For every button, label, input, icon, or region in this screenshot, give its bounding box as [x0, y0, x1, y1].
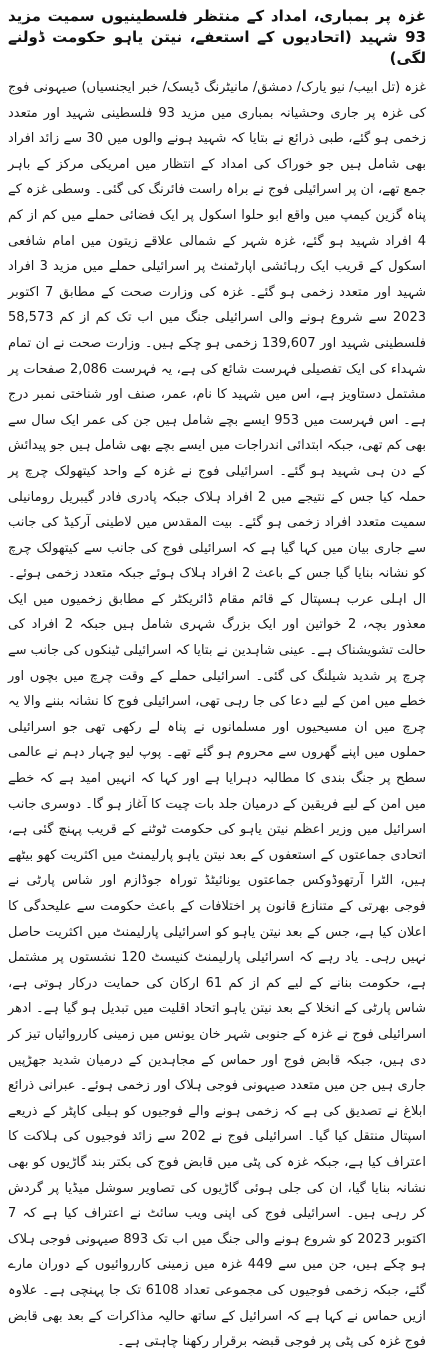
article-body: غزہ (تل ابیب/ نیو یارک/ دمشق/ مانیٹرنگ ڈیسک/ خبر ایجنسیاں) صیہونی فوج کی غزہ پر جاری وحشیانہ بمباری میں مزید 93 فلسطینی شہید اور متعدد زخمی ہو گئے، طبی ذرائع نے بتایا کہ شہید ہونے والوں میں 30 سے زائد افراد بھی شامل ہیں جو خوراک کی امداد کے انتظار میں امریکی مرکز کے باہر جمع تھے، ان پر اسرائیلی فوج نے براہ راست فائرنگ کی گئی۔ وسطی غزہ کے پناہ گزین کیمپ میں واقع ابو حلوا اسکول پر ایک فضائی حملے میں کم از کم 4 افراد شہید ہو گئے، غزہ شہر کے شمالی علاقے زیتون میں امام شافعی اسکول کے قریب ایک رہائشی اپارٹمنٹ پر اسرائیلی حملے میں مزید 3 افراد شہید اور متعدد زخمی ہو گئے۔ غزہ کی وزارت صحت کے مطابق 7 اکتوبر 2023 سے شروع ہونے والی اسرائیلی جنگ میں اب تک کم از کم 58,573 فلسطینی شہید اور 139,607 زخمی ہو چکے ہیں۔ وزارت صحت نے ان تمام شہداء کی ایک تفصیلی فہرست شائع کی ہے، یہ فہرست 2,086 صفحات پر مشتمل دستاویز ہے، اس میں شہید کا نام، عمر، صنف اور شناختی نمبر درج ہے۔ اس فہرست میں 953 ایسے بچے شامل ہیں جن کی عمر ایک سال سے بھی کم تھی، جبکہ ابتدائی اندراجات میں ایسے بچے بھی شامل ہیں جو پیدائش کے دن ہی شہید ہو گئے۔ اسرائیلی فوج نے غزہ کے واحد کیتھولک چرچ پر حملہ کیا جس کے نتیجے میں 2 افراد ہلاک جبکہ پادری فادر گیبریل رومانیلی سمیت متعدد افراد زخمی ہو گئے۔ بیت المقدس میں لاطینی آرکیڈ کی جانب سے جاری بیان میں کہا گیا ہے کہ اسرائیلی فوج کی جانب سے کیتھولک چرچ کو نشانہ بنایا گیا جس کے باعث 2 افراد ہلاک ہوئے جبکہ متعدد زخمی ہوئے۔ ال اہلی عرب ہسپتال کے قائم مقام ڈائریکٹر کے مطابق زخمیوں میں ایک معذور بچہ، 2 خواتین اور ایک بزرگ شہری شامل ہیں جبکہ 2 افراد کی حالت تشویشناک ہے۔ عینی شاہدین نے بتایا کہ اسرائیلی ٹینکوں کی جانب سے چرچ پر شدید شیلنگ کی گئی۔ اسرائیلی حملے کے وقت چرچ میں بچوں اور خطے میں امن کے لیے دعا کی جا رہی تھی، اسرائیلی فوج کا نشانہ بننے والا یہ چرچ میں ان مسیحیوں اور مسلمانوں نے پناہ لے رکھی تھی جو اسرائیلی حملوں میں اپنے گھروں سے محروم ہو گئے تھے۔ پوپ لیو چہار دہم نے عالمی سطح پر جنگ بندی کا مطالبہ دہرایا ہے اور کہا کہ انہیں امید ہے کہ خطے میں امن کے لیے فریقین کے درمیان جلد بات چیت کا آغاز ہو گا۔ دوسری جانب اسرائیل میں وزیر اعظم نیتن یاہو کی حکومت ٹوٹنے کے قریب پہنچ گئی ہے، اتحادی جماعتوں کے استعفوں کے بعد نیتن یاہو پارلیمنٹ میں اکثریت کھو بیٹھے ہیں، الٹرا آرتھوڈوکس جماعتوں یونائیٹڈ توراہ جوڈازم اور شاس پارٹی نے فوجی بھرتی کے متنازع قانون پر اختلافات کے باعث حکومت سے علیحدگی کا اعلان کیا ہے، جس کے بعد نیتن یاہو کو اسرائیلی پارلیمنٹ میں اکثریت حاصل نہیں رہی۔ یاد رہے کہ اسرائیلی پارلیمنٹ کنیسٹ 120 نشستوں پر مشتمل ہے، حکومت بنانے کے لیے کم از کم 61 ارکان کی حمایت درکار ہوتی ہے، شاس پارٹی کے انخلا کے بعد نیتن یاہو اتحاد اقلیت میں تبدیل ہو گیا ہے۔ ادھر اسرائیلی فوج نے غزہ کے جنوبی شہر خان یونس میں زمینی کارروائیاں تیز کر دی ہیں، جبکہ قابض فوج اور حماس کے مجاہدین کے درمیان شدید جھڑپیں جاری ہیں جن میں متعدد صیہونی فوجی ہلاک اور زخمی ہوئے۔ عبرانی ذرائع ابلاغ نے تصدیق کی ہے کہ زخمی ہونے والے فوجیوں کو ہیلی کاپٹر کے ذریعے اسپتال منتقل کیا گیا۔ اسرائیلی فوج نے 202 سے زائد فوجیوں کی ہلاکت کا اعتراف کیا ہے، جبکہ غزہ کی پٹی میں قابض فوج کی بکتر بند گاڑیوں کو بھی نشانہ بنایا گیا، ان کی جلی ہوئی گاڑیوں کی تصاویر سوشل میڈیا پر گردش کر رہی ہیں۔ اسرائیلی فوج کی اپنی ویب سائٹ نے اعتراف کیا ہے کہ 7 اکتوبر 2023 کو شروع ہونے والی جنگ میں اب تک 893 صیہونی فوجی ہلاک ہو چکے ہیں، جن میں سے 449 غزہ میں زمینی کارروائیوں کے دوران مارے گئے، جبکہ زخمی فوجیوں کی مجموعی تعداد 6108 تک جا پہنچی ہے۔ علاوہ ازیں حماس نے کہا ہے کہ اسرائیل کے ساتھ حالیہ مذاکرات کے بعد بھی قابض فوج غزہ کی پٹی پر فوجی قبضہ برقرار رکھنا چاہتی ہے۔ [8, 80, 427, 1350]
article-headline: غزہ پر بمباری، امداد کے منتظر فلسطینیوں سمیت مزید 93 شہید (اتحادیوں کے استعفے، نیتن یاہو حکومت ڈولنے لگی) [8, 7, 426, 67]
